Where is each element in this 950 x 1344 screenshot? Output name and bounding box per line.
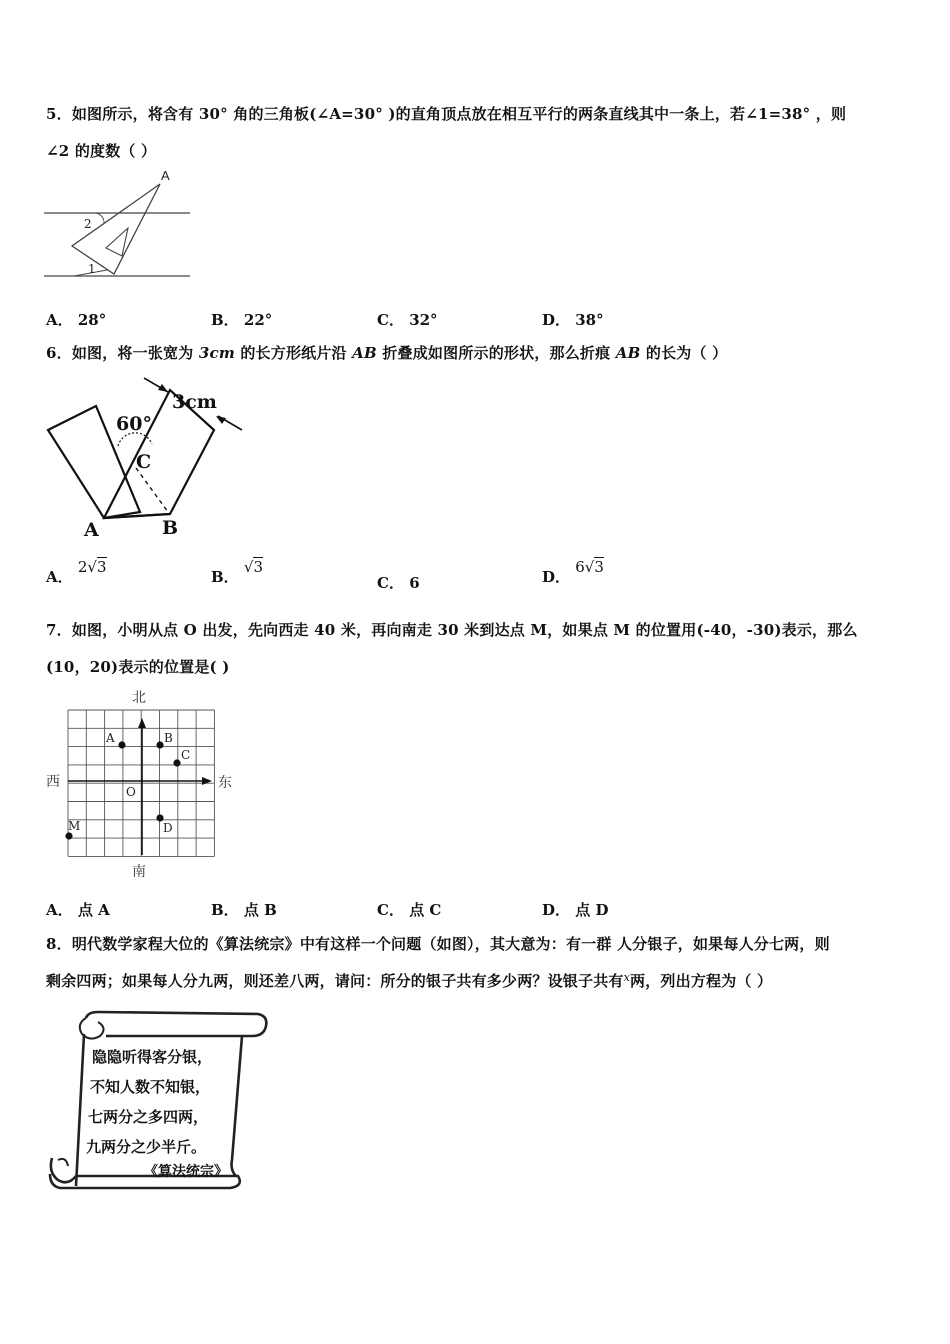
- q5-label-1: 1: [88, 262, 96, 276]
- q6-label-c: C: [136, 451, 152, 473]
- q7-option-b[interactable]: B． 点 B: [211, 901, 277, 919]
- q7-option-a[interactable]: A． 点 A: [46, 901, 110, 919]
- q7-y-axis-arrow: [138, 718, 146, 728]
- q7-label-b: B: [164, 731, 173, 745]
- q7-label-d: D: [163, 821, 173, 835]
- q7-grid-figure: [44, 684, 244, 880]
- q6-option-a[interactable]: A． 2√3: [46, 558, 107, 586]
- q8-text-line2: 剩余四两；如果每人分九两，则还差八两，请问：所分的银子共有多少两？设银子共有$^x$两，列出方程为（ ）: [46, 971, 773, 990]
- q5-option-d[interactable]: D． 38°: [542, 311, 604, 329]
- q7-option-c[interactable]: C． 点 C: [377, 901, 442, 919]
- q7-text-line2: (10，20)表示的位置是( ): [46, 658, 230, 676]
- q7-label-a: A: [106, 731, 115, 745]
- q7-label-m: M: [68, 819, 81, 833]
- q5-label-a: A: [161, 168, 170, 183]
- q5-text-line2: ∠2 的度数（ ）: [46, 142, 157, 160]
- q6-fold-figure: [44, 372, 254, 542]
- q6-label-a: A: [84, 519, 99, 541]
- q8-scroll-line-2: 不知人数不知银，: [90, 1078, 211, 1096]
- q7-point-c: [173, 759, 180, 766]
- q6-arrowhead-right: [216, 416, 226, 424]
- q5-label-2: 2: [84, 217, 92, 231]
- q5-option-c[interactable]: C． 32°: [377, 311, 438, 329]
- q6-option-b[interactable]: B． √3: [211, 558, 264, 586]
- q7-option-d[interactable]: D． 点 D: [542, 901, 609, 919]
- q7-x-axis-arrow: [202, 777, 212, 785]
- q7-label-north: 北: [132, 689, 146, 705]
- q7-label-west: 西: [46, 773, 60, 789]
- q8-scroll-line-4: 九两分之少半斤。: [86, 1138, 207, 1156]
- q8-scroll-left-edge: [76, 1034, 84, 1186]
- q6-label-b: B: [162, 517, 179, 539]
- q5-text-line1: 5．如图所示，将含有 30° 角的三角板(∠A=30° )的直角顶点放在相互平行的两条直线其中一条上，若∠1=38° ，则: [46, 105, 847, 123]
- q8-scroll-line-3: 七两分之多四两，: [88, 1108, 209, 1126]
- q7-point-a: [118, 741, 125, 748]
- q5-angle2-arc: [96, 213, 104, 224]
- q5-triangle-figure: [44, 166, 194, 280]
- q8-scroll-bottom-curl: [58, 1159, 68, 1166]
- q7-label-o: O: [126, 785, 136, 799]
- q7-label-south: 南: [132, 863, 146, 879]
- q7-label-east: 东: [218, 774, 232, 790]
- q7-text-line1: 7．如图，小明从点 O 出发，先向西走 40 米，再向南走 30 米到达点 M，如果点 M 的位置用(-40，-30)表示，那么: [46, 621, 858, 639]
- q6-label-width: 3cm: [172, 391, 217, 413]
- q5-option-a[interactable]: A． 28°: [46, 311, 107, 329]
- q8-scroll-source: 《算法统宗》: [144, 1164, 228, 1180]
- q8-scroll-figure: [46, 1010, 270, 1192]
- q6-option-c[interactable]: C． 6: [377, 574, 420, 592]
- q8-scroll-right-edge: [232, 1036, 243, 1176]
- q6-dashed-line: [136, 468, 168, 512]
- q6-label-angle: 60°: [116, 413, 152, 435]
- q6-text-line1: 6．如图，将一张宽为 3cm 的长方形纸片沿 AB 折叠成如图所示的形状，那么折痕 AB 的长为（ ）: [46, 344, 728, 362]
- q6-option-d[interactable]: D． 6√3: [542, 558, 604, 586]
- q6-arrowhead-left: [158, 384, 168, 392]
- q5-option-b[interactable]: B． 22°: [211, 311, 273, 329]
- q8-text-line1: 8．明代数学家程大位的《算法统宗》中有这样一个问题（如图），其大意为：有一群 人分银子，如果每人分七两，则: [46, 935, 830, 953]
- q7-label-c: C: [181, 748, 191, 762]
- q7-point-b: [156, 741, 163, 748]
- q8-scroll-top-roll: [86, 1012, 266, 1036]
- q8-scroll-line-1: 隐隐听得客分银，: [92, 1048, 213, 1066]
- q7-point-m: [65, 832, 72, 839]
